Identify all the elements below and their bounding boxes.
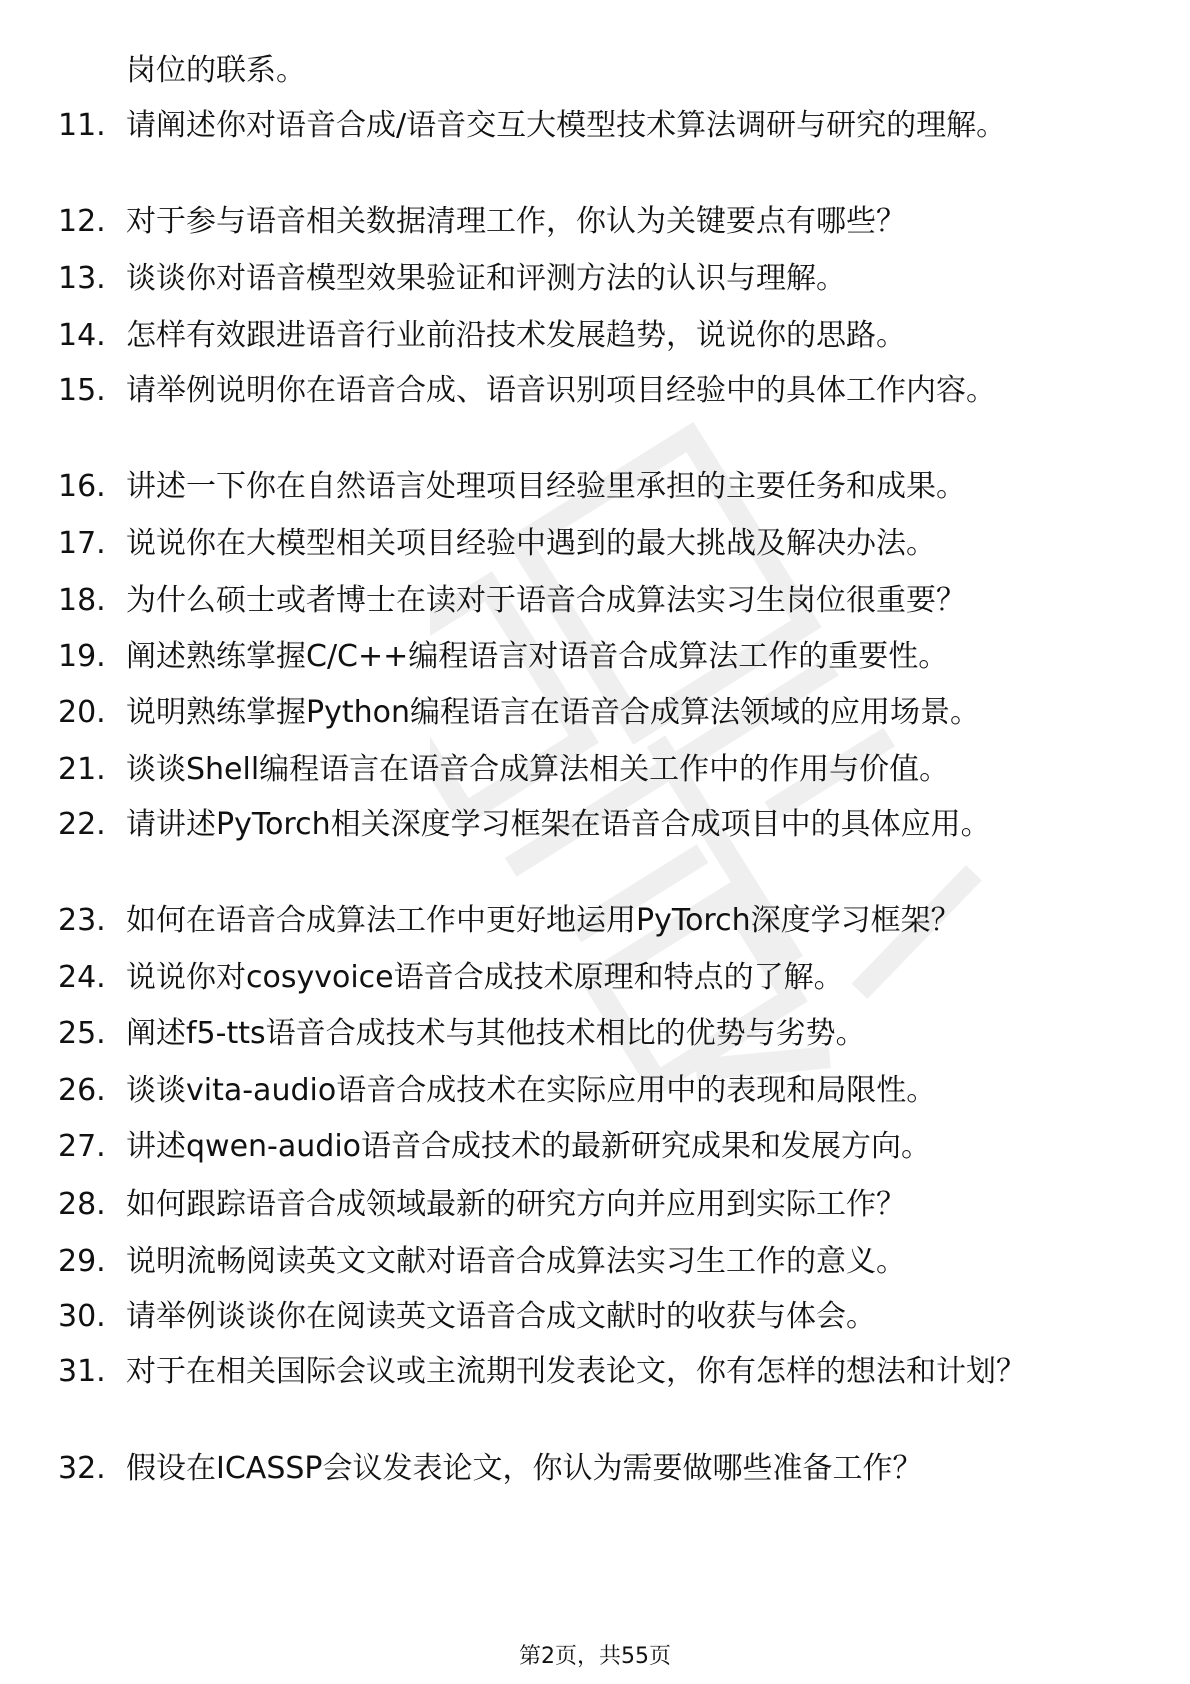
question-text: 为什么硕士或者博士在读对于语音合成算法实习生岗位很重要？: [126, 583, 966, 618]
question-number: 21.: [58, 752, 106, 787]
question-number: 27.: [58, 1129, 106, 1164]
question-number: 11.: [58, 108, 106, 143]
question-text: 讲述qwen-audio语音合成技术的最新研究成果和发展方向。: [126, 1129, 932, 1164]
page-footer: 第2页，共55页: [519, 1644, 671, 1669]
question-text: 说明流畅阅读英文文献对语音合成算法实习生工作的意义。: [126, 1244, 906, 1279]
question-text: 怎样有效跟进语音行业前沿技术发展趋势，说说你的思路。: [126, 318, 906, 353]
question-text: 请讲述PyTorch相关深度学习框架在语音合成项目中的具体应用。: [126, 807, 991, 842]
question-number: 16.: [58, 469, 106, 504]
question-number: 23.: [58, 903, 106, 938]
question-number: 19.: [58, 639, 106, 674]
question-number: 12.: [58, 204, 106, 239]
question-number: 15.: [58, 373, 106, 408]
question-text: 阐述f5-tts语音合成技术与其他技术相比的优势与劣势。: [126, 1016, 866, 1051]
question-number: 24.: [58, 960, 106, 995]
question-number: 22.: [58, 807, 106, 842]
question-number: 31.: [58, 1354, 106, 1389]
question-text: 如何在语音合成算法工作中更好地运用PyTorch深度学习框架？: [126, 903, 961, 938]
question-text: 请举例谈谈你在阅读英文语音合成文献时的收获与体会。: [126, 1299, 876, 1334]
question-number: 20.: [58, 695, 106, 730]
question-text: 讲述一下你在自然语言处理项目经验里承担的主要任务和成果。: [126, 469, 966, 504]
question-text: 对于在相关国际会议或主流期刊发表论文，你有怎样的想法和计划？: [126, 1354, 1026, 1389]
question-text: 谈谈你对语音模型效果验证和评测方法的认识与理解。: [126, 261, 846, 296]
question-text: 谈谈vita-audio语音合成技术在实际应用中的表现和局限性。: [126, 1073, 937, 1108]
question-text: 谈谈Shell编程语言在语音合成算法相关工作中的作用与价值。: [126, 752, 950, 787]
question-number: 14.: [58, 318, 106, 353]
question-text: 阐述熟练掌握C/C++编程语言对语音合成算法工作的重要性。: [126, 639, 949, 674]
question-text: 如何跟踪语音合成领域最新的研究方向并应用到实际工作？: [126, 1187, 906, 1222]
question-number: 25.: [58, 1016, 106, 1051]
question-number: 26.: [58, 1073, 106, 1108]
question-number: 32.: [58, 1451, 106, 1486]
question-number: 29.: [58, 1244, 106, 1279]
continuation-text: 岗位的联系。: [126, 53, 306, 88]
question-text: 说说你对cosyvoice语音合成技术原理和特点的了解。: [126, 960, 844, 995]
question-text: 假设在ICASSP会议发表论文，你认为需要做哪些准备工作？: [126, 1451, 923, 1486]
question-text: 说说你在大模型相关项目经验中遇到的最大挑战及解决办法。: [126, 526, 936, 561]
question-text: 请举例说明你在语音合成、语音识别项目经验中的具体工作内容。: [126, 373, 996, 408]
question-number: 17.: [58, 526, 106, 561]
question-number: 30.: [58, 1299, 106, 1334]
question-number: 13.: [58, 261, 106, 296]
question-text: 请阐述你对语音合成/语音交互大模型技术算法调研与研究的理解。: [126, 108, 1007, 143]
question-text: 说明熟练掌握Python编程语言在语音合成算法领域的应用场景。: [126, 695, 980, 730]
question-number: 18.: [58, 583, 106, 618]
question-number: 28.: [58, 1187, 106, 1222]
question-text: 对于参与语音相关数据清理工作，你认为关键要点有哪些？: [126, 204, 906, 239]
